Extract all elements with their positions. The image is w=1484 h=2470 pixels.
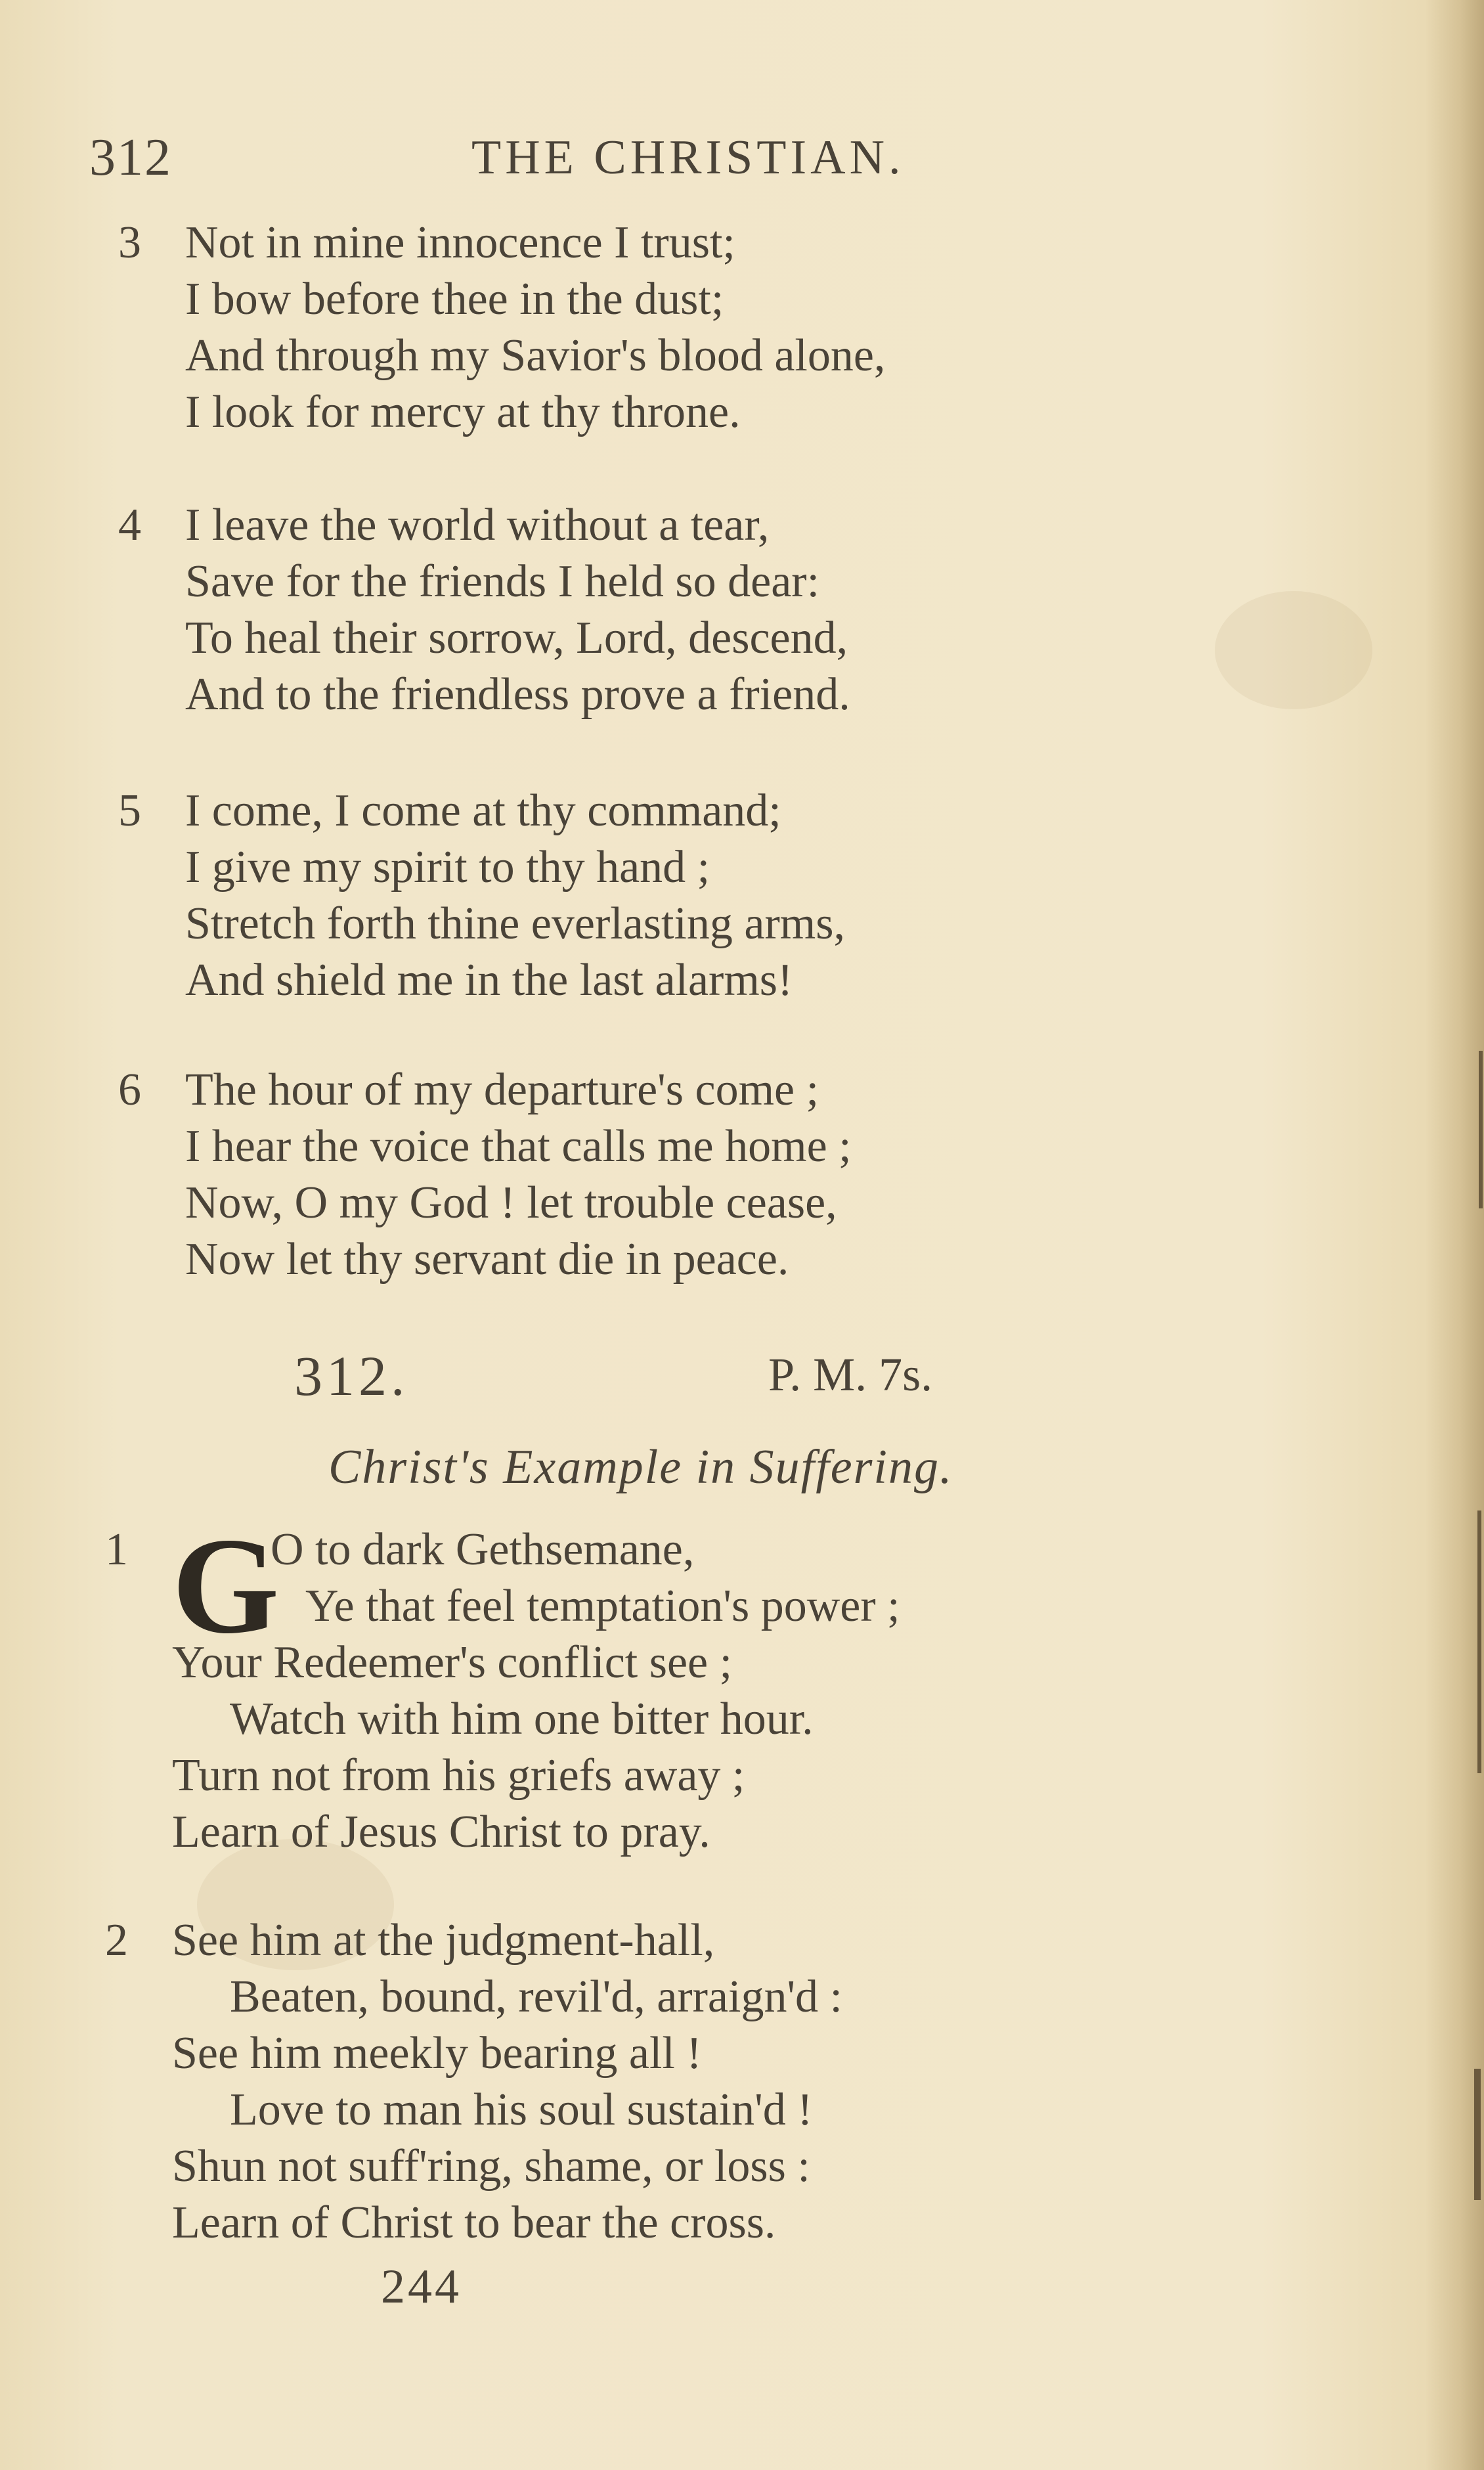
verse-line: And shield me in the last alarms! bbox=[185, 955, 793, 1005]
verse-line: I come, I come at thy command; bbox=[185, 785, 781, 836]
verse-line: I bow before thee in the dust; bbox=[185, 274, 724, 324]
verse-line: Watch with him one bitter hour. bbox=[230, 1694, 814, 1744]
verse-line: Now let thy servant die in peace. bbox=[185, 1234, 789, 1285]
verse-line: See him meekly bearing all ! bbox=[172, 2028, 702, 2079]
verse-line: I give my spirit to thy hand ; bbox=[185, 842, 710, 893]
verse-line: To heal their sorrow, Lord, descend, bbox=[185, 613, 848, 663]
verse-line: Now, O my God ! let trouble cease, bbox=[185, 1178, 837, 1228]
verse-number: 6 bbox=[118, 1065, 141, 1115]
verse-line: O to dark Gethsemane, bbox=[271, 1524, 695, 1575]
verse-number: 1 bbox=[105, 1524, 128, 1575]
verse-line: The hour of my departure's come ; bbox=[185, 1065, 819, 1115]
verse-line: Your Redeemer's conflict see ; bbox=[172, 1637, 733, 1688]
page-edge-mark bbox=[1477, 1511, 1481, 1773]
verse-line: Ye that feel temptation's power ; bbox=[305, 1581, 900, 1631]
verse-line: Learn of Christ to bear the cross. bbox=[172, 2197, 776, 2248]
verse-line: And through my Savior's blood alone, bbox=[185, 330, 886, 381]
verse-line: I leave the world without a tear, bbox=[185, 500, 770, 550]
running-header-hymn-number: 312 bbox=[89, 129, 172, 187]
verse-number: 4 bbox=[118, 500, 141, 550]
drop-cap: G bbox=[172, 1510, 280, 1662]
hymn-subtitle: Christ's Example in Suffering. bbox=[328, 1440, 953, 1494]
verse-number: 2 bbox=[105, 1915, 128, 1966]
hymn-number: 312. bbox=[294, 1344, 409, 1407]
verse-line: I hear the voice that calls me home ; bbox=[185, 1121, 852, 1172]
verse-line: Turn not from his griefs away ; bbox=[172, 1750, 745, 1801]
verse-line: Beaten, bound, revil'd, arraign'd : bbox=[230, 1972, 843, 2022]
verse-line: Learn of Jesus Christ to pray. bbox=[172, 1807, 710, 1857]
verse-line: Shun not suff'ring, shame, or loss : bbox=[172, 2141, 810, 2192]
verse-number: 3 bbox=[118, 217, 141, 268]
verse-number: 5 bbox=[118, 785, 141, 836]
verse-line: See him at the judgment-hall, bbox=[172, 1915, 715, 1966]
verse-line: I look for mercy at thy throne. bbox=[185, 387, 741, 437]
page-edge-mark bbox=[1474, 2069, 1481, 2200]
verse-line: And to the friendless prove a friend. bbox=[185, 669, 850, 720]
running-header-title: THE CHRISTIAN. bbox=[471, 131, 905, 185]
hymn-meter: P. M. 7s. bbox=[768, 1348, 933, 1401]
verse-line: Save for the friends I held so dear: bbox=[185, 556, 820, 607]
verse-line: Not in mine innocence I trust; bbox=[185, 217, 735, 268]
page-edge-mark bbox=[1479, 1051, 1483, 1208]
paper-stain bbox=[1215, 591, 1372, 709]
page-number: 244 bbox=[381, 2260, 462, 2314]
verse-line: Love to man his soul sustain'd ! bbox=[230, 2084, 813, 2135]
verse-line: Stretch forth thine everlasting arms, bbox=[185, 898, 845, 949]
